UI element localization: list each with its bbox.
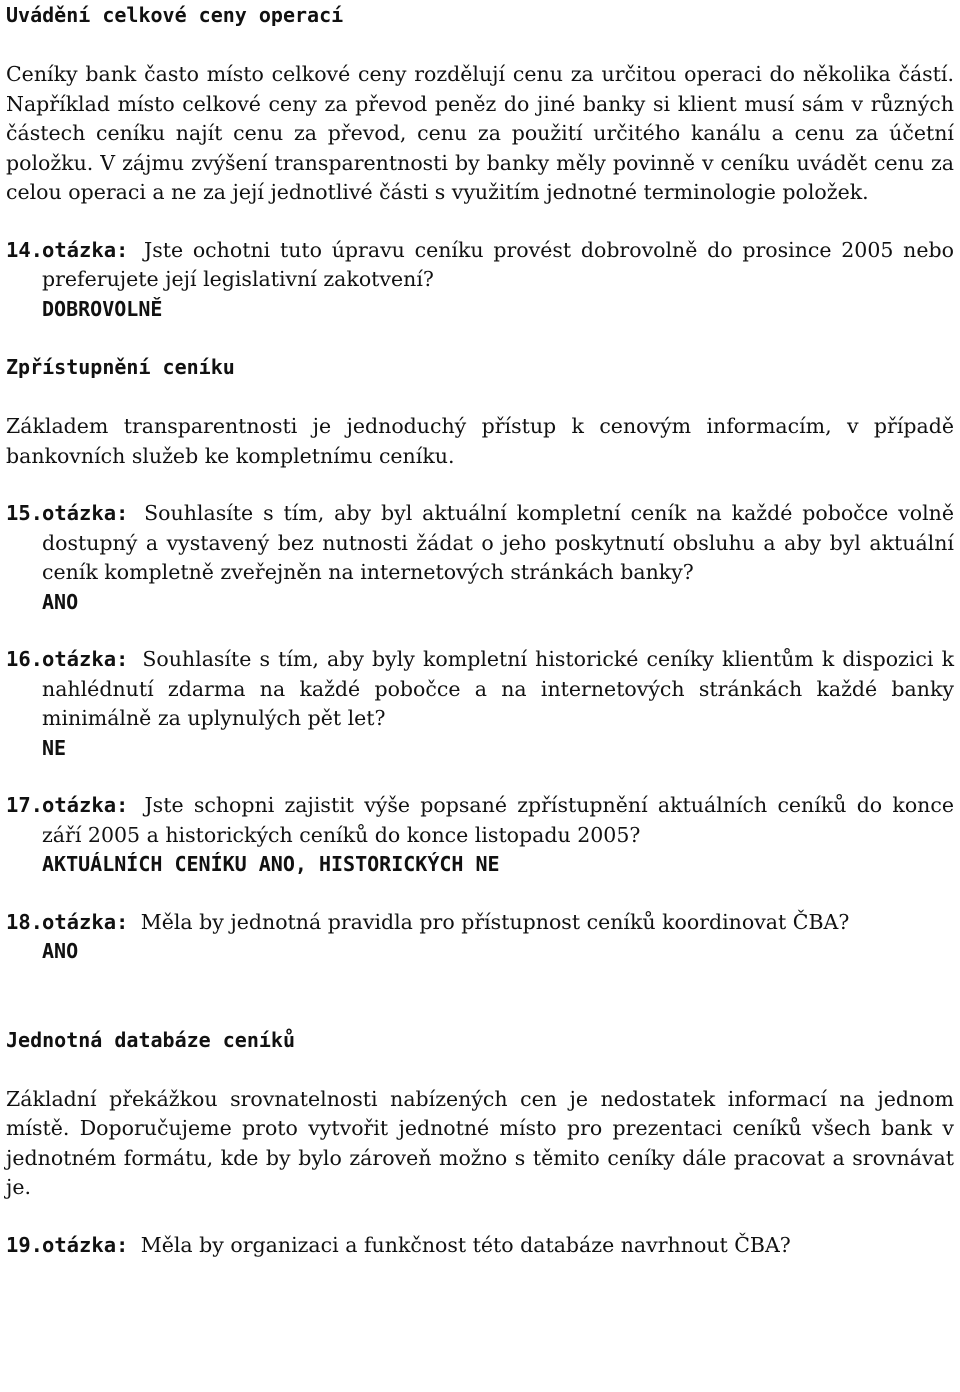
question-block-15: [6, 499, 954, 617]
question-label: otázka:: [42, 647, 143, 671]
question-text: Měla by jednotná pravidla pro přístupnost ceníků koordinovat ČBA?: [140, 909, 850, 934]
question-label: otázka:: [42, 1232, 141, 1257]
section-paragraph-access: Základem transparentnosti je jednoduchý přístup k cenovým informacím, v případě bankovních služeb ke kompletnímu ceníku.: [6, 414, 954, 468]
question-answer: DOBROVOLNĚ: [42, 296, 163, 321]
question-number: 19.: [6, 1232, 44, 1257]
section-paragraph-database: Základní překážkou srovnatelnosti nabízených cen je nedostatek informací na jednom místě. Doporučujeme proto vytvořit jednotné místo pro prezentaci ceníků všech bank v jednotném formátu, kde by bylo zároveň možno s těmito ceníky dále pracovat a srovnávat je.: [6, 1086, 954, 1199]
question-block-14: [6, 236, 954, 325]
question-label: otázka:: [42, 793, 145, 817]
question-text: Měla by organizaci a funkčnost této databáze navrhnout ČBA?: [140, 1232, 791, 1257]
question-number: 15.: [6, 501, 44, 525]
question-number: 17.: [6, 793, 44, 817]
question-label: otázka:: [42, 501, 145, 525]
question-number: 14.: [6, 237, 44, 262]
question-text: Jste schopni zajistit výše popsané zpřístupnění aktuálních ceníků do konce září 2005 a historických ceníků do konce listopadu 2005?: [42, 793, 954, 847]
question-label: otázka:: [42, 237, 144, 262]
section-paragraph-pricing: Ceníky bank často místo celkové ceny rozdělují cenu za určitou operaci do několika částí. Například místo celkové ceny za převod peněz do jiné banky si klient musí sám v různých částech ceníku najít cenu za převod, cenu za použití určitého kanálu a cenu za účetní položku. V zájmu zvýšení transparentnosti by banky měly povinně v ceníku uvádět cenu za celou operaci a ne za její jednotlivé části s využitím jednotné terminologie položek.: [6, 62, 954, 204]
question-text: Souhlasíte s tím, aby byl aktuální kompletní ceník na každé pobočce volně dostupný a vystavený bez nutnosti žádat o jeho poskytnutí obsluhu a aby byl aktuální ceník kompletně zveřejněn na internetových stránkách banky?: [42, 501, 954, 584]
question-number: 18.: [6, 909, 44, 934]
question-block-16: [6, 645, 954, 763]
question-number: 16.: [6, 647, 44, 671]
question-block-19: [6, 1231, 954, 1261]
question-text: Jste ochotni tuto úpravu ceníku provést dobrovolně do prosince 2005 nebo preferujete její legislativní zakotvení?: [42, 237, 954, 291]
section-heading-access: Zpřístupnění ceníku: [6, 355, 235, 379]
question-answer: AKTUÁLNÍCH CENÍKU ANO, HISTORICKÝCH NE: [42, 852, 500, 876]
section-heading-pricing: Uvádění celkové ceny operací: [6, 3, 344, 27]
question-label: otázka:: [42, 909, 141, 934]
section-heading-database: Jednotná databáze ceníků: [6, 1027, 295, 1052]
question-block-17: [6, 791, 954, 880]
question-answer: ANO: [42, 589, 79, 614]
question-text: Souhlasíte s tím, aby byly kompletní historické ceníky klientům k dispozici k nahlédnutí zdarma na každé pobočce a na internetových stránkách každé banky minimálně za uplynulých pět let?: [42, 647, 954, 730]
question-answer: ANO: [42, 939, 79, 963]
question-answer: NE: [42, 735, 67, 760]
question-block-18: [6, 908, 954, 967]
